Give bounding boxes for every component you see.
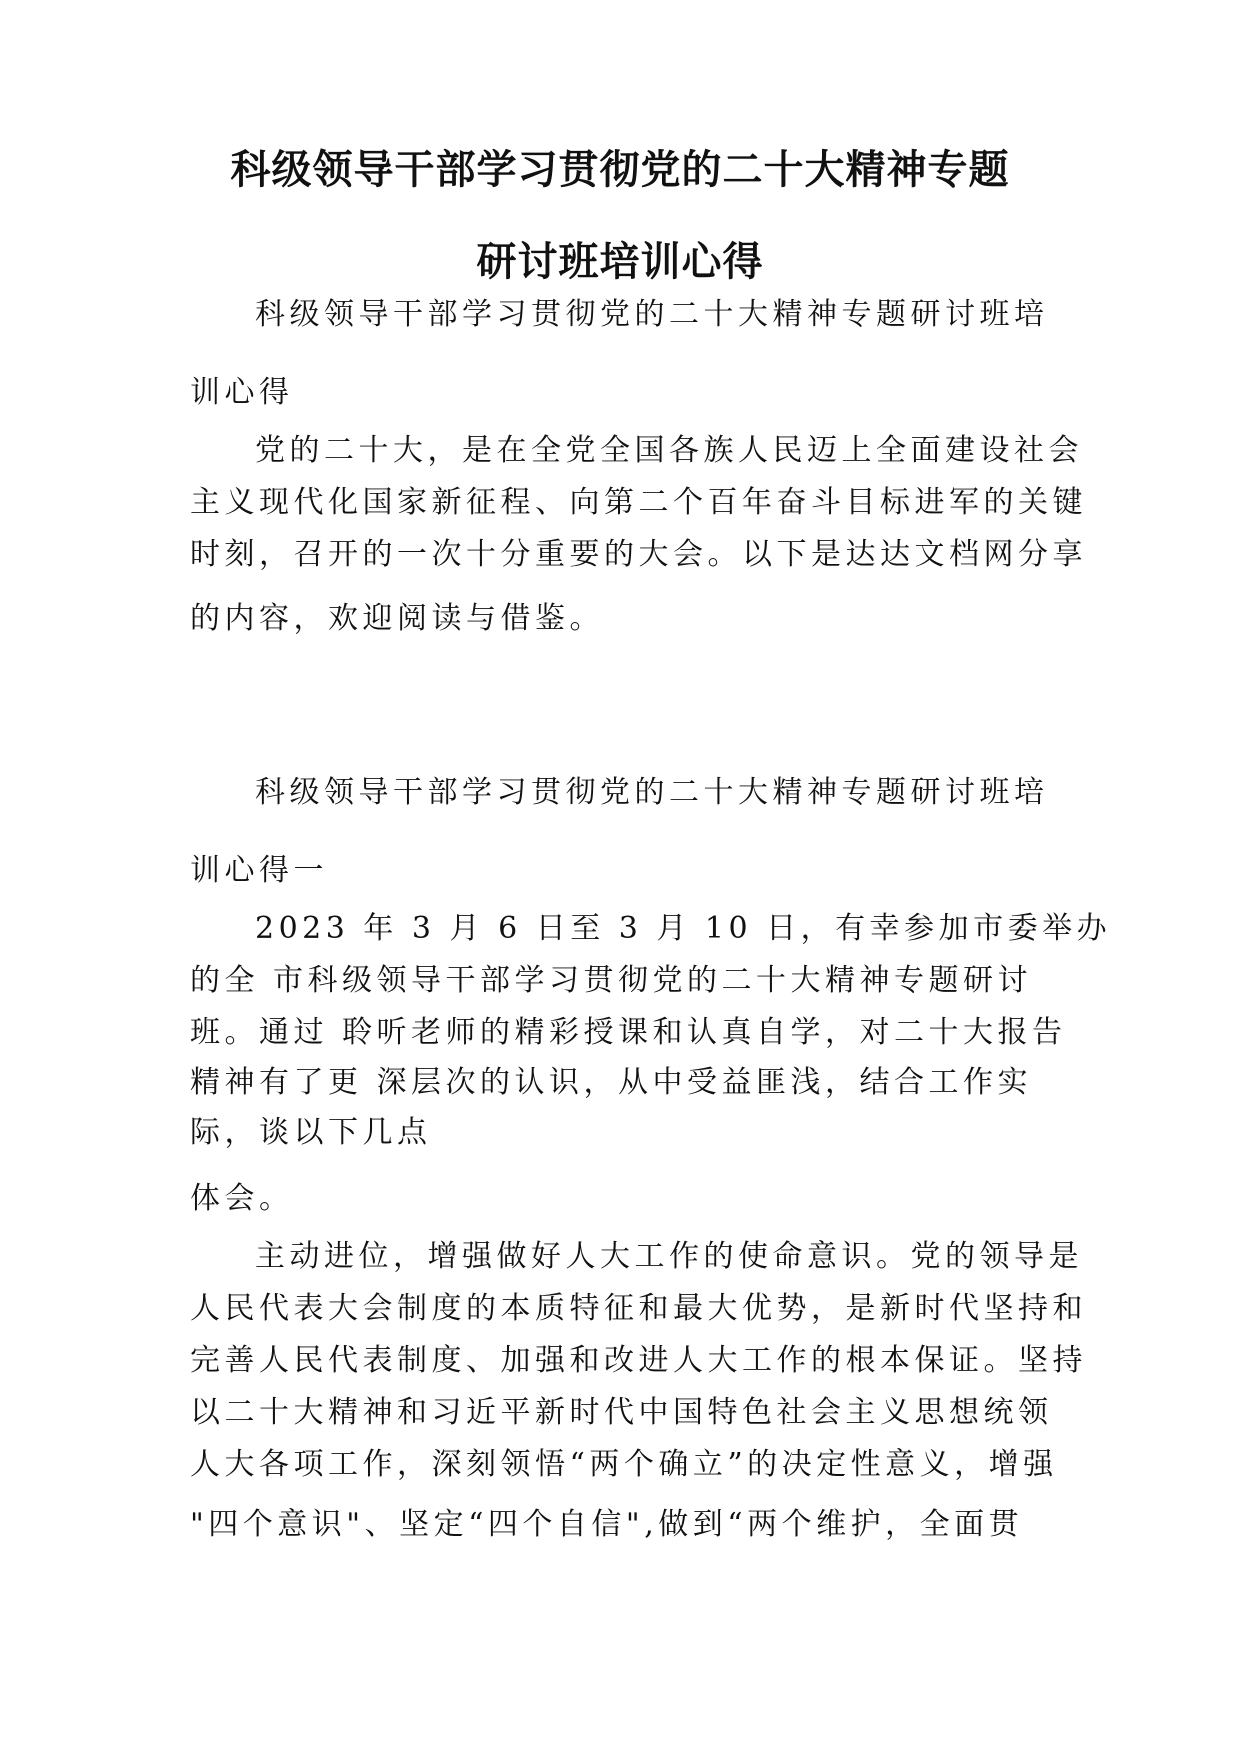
document-title-line-1: 科级领导干部学习贯彻党的二十大精神专题 <box>230 147 1010 193</box>
intro-paragraph-line: 党的二十大，是在全党全国各族人民迈上全面建设社会 <box>255 433 1083 468</box>
section-paragraph-line: 班。通过 聆听老师的精彩授课和认真自学，对二十大报告 <box>190 1015 1067 1050</box>
section-paragraph-line: 2023 年 3 月 6 日至 3 月 10 日，有幸参加市委举办 <box>255 911 1112 946</box>
intro-paragraph-line: 的内容，欢迎阅读与借鉴。 <box>190 601 604 636</box>
intro-heading-line-2: 训心得 <box>190 375 294 410</box>
section-paragraph-line: 际，谈以下几点 <box>190 1115 432 1150</box>
section-paragraph-line: 体会。 <box>190 1181 294 1216</box>
section-paragraph-line: 以二十大精神和习近平新时代中国特色社会主义思想统领 <box>190 1395 1053 1430</box>
section-paragraph-line: "四个意识"、坚定“四个自信",做到“两个维护，全面贯 <box>190 1507 1024 1542</box>
section-paragraph-line: 人民代表大会制度的本质特征和最大优势，是新时代坚持和 <box>190 1291 1087 1326</box>
intro-paragraph-line: 主义现代化国家新征程、向第二个百年奋斗目标进军的关键 <box>190 485 1087 520</box>
intro-heading-line-1: 科级领导干部学习贯彻党的二十大精神专题研讨班培 <box>255 297 1049 332</box>
section-paragraph-line: 主动进位，增强做好人大工作的使命意识。党的领导是 <box>255 1239 1083 1274</box>
section-heading-line-1: 科级领导干部学习贯彻党的二十大精神专题研讨班培 <box>255 775 1049 810</box>
section-paragraph-line: 人大各项工作，深刻领悟“两个确立”的决定性意义，增强 <box>190 1447 1058 1482</box>
section-paragraph-line: 的全 市科级领导干部学习贯彻党的二十大精神专题研讨 <box>190 963 1033 998</box>
document-title-line-2: 研讨班培训心得 <box>476 239 764 285</box>
section-heading-line-2: 训心得一 <box>190 853 328 888</box>
intro-paragraph-line: 时刻，召开的一次十分重要的大会。以下是达达文档网分享 <box>190 537 1087 572</box>
section-paragraph-line: 精神有了更 深层次的认识，从中受益匪浅，结合工作实 <box>190 1065 1033 1100</box>
section-paragraph-line: 完善人民代表制度、加强和改进人大工作的根本保证。坚持 <box>190 1343 1087 1378</box>
